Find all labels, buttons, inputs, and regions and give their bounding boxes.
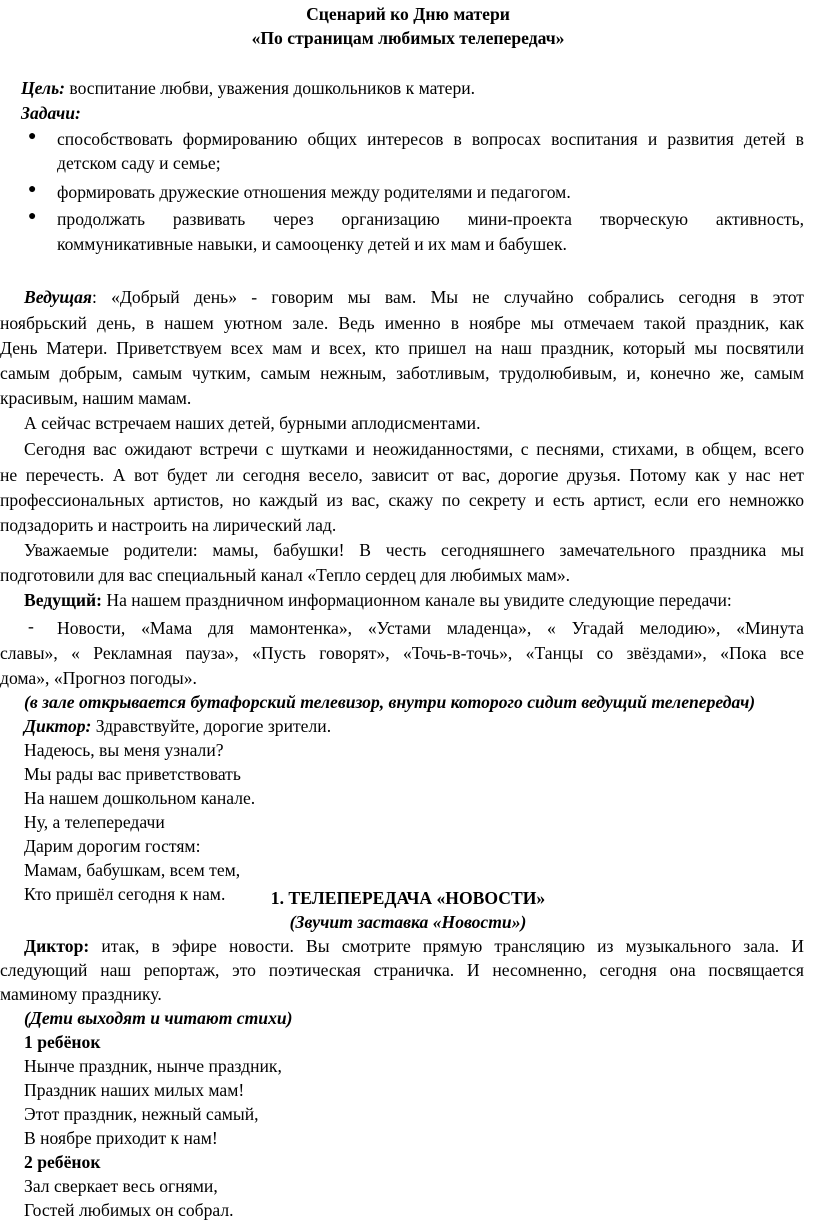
poem-line: Кто пришёл сегодня к нам. xyxy=(24,884,226,904)
intro-p3-line-1: Сегодня вас ожидают встречи с шутками и неожиданностями, с песнями, стихами, в общем, всего xyxy=(24,439,804,459)
poem-line: Дарим дорогим гостям: xyxy=(24,836,201,856)
shows-line-1: Новости, «Мама для мамонтенка», «Устами младенца», « Угадай мелодию», «Минута xyxy=(57,618,804,638)
poem-line: Нынче праздник, нынче праздник, xyxy=(24,1056,282,1076)
poem-line: Ну, а телепередачи xyxy=(24,812,165,832)
section-1-text-line-2: следующий наш репортаж, это поэтическая страничка. И несомненно, сегодня она посвящается xyxy=(0,960,804,980)
intro-p5: Ведущий: На нашем праздничном информационном канале вы увидите следующие передачи: xyxy=(24,590,732,610)
title-line-1: Сценарий ко Дню матери xyxy=(306,4,510,24)
poem-line: Зал сверкает весь огнями, xyxy=(24,1176,218,1196)
section-1-title: 1. ТЕЛЕПЕРЕДАЧА «НОВОСТИ» xyxy=(270,888,546,908)
goal-label: Цель: xyxy=(21,78,65,98)
bullet-icon: ● xyxy=(28,129,37,144)
intro-p4-line-2: подготовили для вас специальный канал «Тепло сердец для любимых мам». xyxy=(0,565,571,585)
poem-line: Праздник наших милых мам! xyxy=(24,1080,245,1100)
poem-line: Гостей любимых он собрал. xyxy=(24,1200,234,1220)
poem-line: Мы рады вас приветствовать xyxy=(24,764,241,784)
intro-p1-line-1: Ведущая: «Добрый день» - говорим мы вам. Мы не случайно собрались сегодня в этот xyxy=(24,287,804,307)
stage-direction-children: (Дети выходят и читают стихи) xyxy=(24,1008,293,1028)
poem-line: На нашем дошкольном канале. xyxy=(24,788,256,808)
intro-p2: А сейчас встречаем наших детей, бурными аплодисментами. xyxy=(24,413,481,433)
bullet-icon: ● xyxy=(28,182,37,197)
section-1-text-line-3: маминому празднику. xyxy=(0,984,162,1004)
intro-p3-line-3: профессиональных артистов, но каждый из вас, скажу по секрету и есть артист, если его немножко xyxy=(0,490,804,510)
intro-p3-line-4: подзадорить и настроить на лирический лад. xyxy=(0,515,337,535)
announcer-label: Диктор: xyxy=(24,716,92,736)
intro-p1-line-5: красивым, нашим мамам. xyxy=(0,388,192,408)
shows-line-2: славы», « Рекламная пауза», «Пусть говорят», «Точь-в-точь», «Танцы со звёздами», «Пока все xyxy=(0,643,804,663)
goal-text: воспитание любви, уважения дошкольников к матери. xyxy=(64,78,476,98)
task-3-line-1: продолжать развивать через организацию мини-проекта творческую активность, xyxy=(57,209,804,229)
intro-p1-line-3: День Матери. Приветствуем всех мам и всех, кто пришел на наш праздник, который мы посвятили xyxy=(0,338,804,358)
child-2-label: 2 ребёнок xyxy=(24,1152,101,1172)
announcer-greeting: Диктор: Здравствуйте, дорогие зрители. xyxy=(24,716,332,736)
speaker2-label: Ведущий: xyxy=(24,590,102,610)
task-2-line-1: формировать дружеские отношения между родителями и педагогом. xyxy=(57,182,571,202)
task-3-line-2: коммуникативные навыки, и самооценку детей и их мам и бабушек. xyxy=(57,234,567,254)
poem-line: Этот праздник, нежный самый, xyxy=(24,1104,259,1124)
stage-direction-tv: (в зале открывается бутафорский телевизор, внутри которого сидит ведущий телепередач) xyxy=(24,692,756,712)
intro-p1-line-2: ноябрьский день, в нашем уютном зале. Ведь именно в ноябре мы отмечаем такой праздник, как xyxy=(0,313,804,333)
poem-line: В ноябре приходит к нам! xyxy=(24,1128,218,1148)
task-1-line-1: способствовать формированию общих интересов в вопросах воспитания и развития детей в xyxy=(57,129,804,149)
announcer-label-2: Диктор: xyxy=(24,936,90,956)
poem-line: Мамам, бабушкам, всем тем, xyxy=(24,860,241,880)
title-line-2: «По страницам любимых телепередач» xyxy=(251,28,565,48)
goal-line xyxy=(21,76,475,100)
child-1-label: 1 ребёнок xyxy=(24,1032,101,1052)
dash-marker: - xyxy=(28,616,34,636)
bullet-icon: ● xyxy=(28,209,37,224)
task-1-line-2: детском саду и семье; xyxy=(57,153,221,173)
section-1-text-line-1: Диктор: итак, в эфире новости. Вы смотрите прямую трансляцию из музыкального зала. И xyxy=(24,936,804,956)
section-1-subtitle: (Звучит заставка «Новости») xyxy=(289,912,527,932)
shows-line-3: дома», «Прогноз погоды». xyxy=(0,668,197,688)
intro-p4-line-1: Уважаемые родители: мамы, бабушки! В честь сегодняшнего замечательного праздника мы xyxy=(24,540,804,560)
intro-p1-line-4: самым добрым, самым чутким, самым нежным, заботливым, трудолюбивым, и, конечно же, самым xyxy=(0,363,804,383)
speaker-label: Ведущая xyxy=(24,287,92,307)
tasks-label: Задачи: xyxy=(21,103,81,123)
poem-line: Надеюсь, вы меня узнали? xyxy=(24,740,224,760)
intro-p3-line-2: не перечесть. А вот будет ли сегодня весело, зависит от вас, дорогие друзья. Потому как у нас нет xyxy=(0,465,804,485)
